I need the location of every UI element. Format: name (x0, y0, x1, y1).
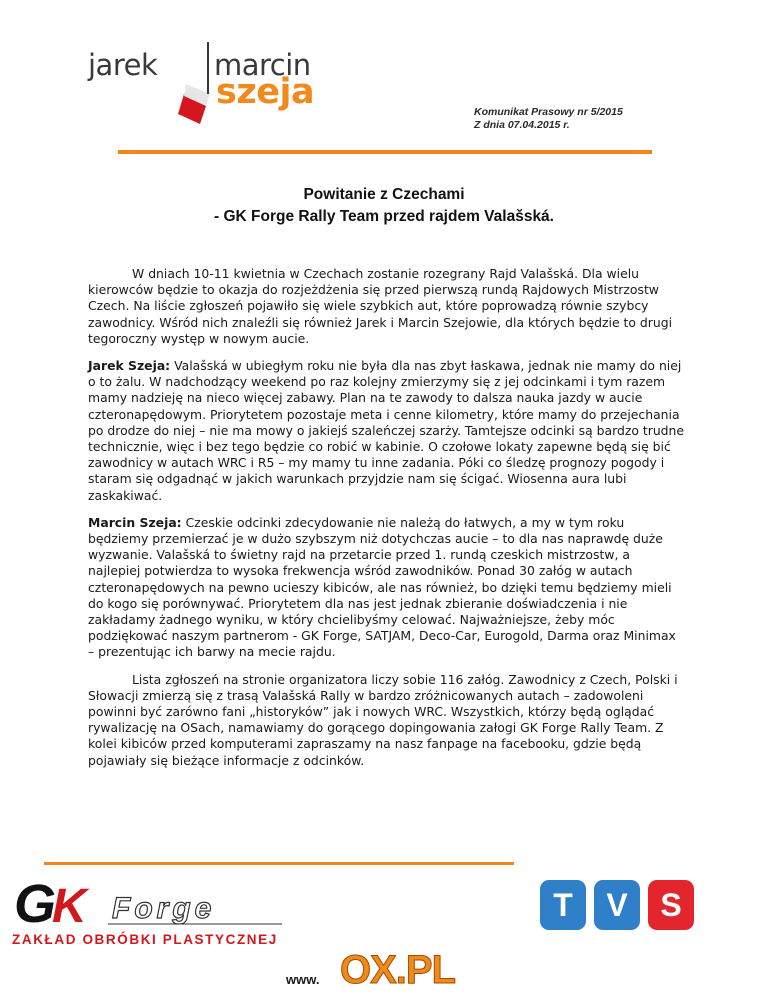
tvs-logo (540, 880, 696, 932)
title-line-1: Powitanie z Czechami (303, 186, 465, 203)
closing-paragraph: Lista zgłoszeń na stronie organizatora liczy sobie 116 załóg. Zawodnicy z Czech, Polski i Słowacji zmierzą się z trasą Valašská Rally w bardzo zróżnicowanych autach – zadowoleni powinni być zarówno fani „historyków” jak i nowych WRC. Wszystkich, którzy będą oglądać rywalizację na OSach, namawiamy do gorącego dopingowania załogi GK Forge Rally Team. Z kolei kibiców przed komputerami zapraszamy na nasz fanpage na facebooku, gdzie będą pojawiały się bieżące informacje z odcinków. (88, 671, 678, 768)
gk-k-letter: K (52, 880, 87, 932)
oxpl-name: OX.PL (340, 948, 456, 992)
logo-first-name: jarek (88, 48, 158, 82)
tvs-letter-v: V (594, 880, 640, 930)
page-title (80, 184, 688, 228)
release-date: Z dnia 07.04.2015 r. (474, 119, 570, 131)
title-line-2: - GK Forge Rally Team przed rajdem Valašská. (214, 208, 554, 225)
speaker-marcin: Marcin Szeja: (88, 514, 182, 530)
quote-jarek-text: Valašská w ubiegłym roku nie była dla nas zbyt łaskawa, jednak nie mamy do niej o to żalu. W nadchodzący weekend po raz kolejny zmierzymy się z jej odcinkami i tym razem mamy nadzieję na nieco więcej zabawy. Plan na te zawody to dalsza nauka jazdy w aucie czteronapędowym. Priorytetem pozostaje meta i cenne kilometry, które mamy do przejechania po drodze do niej – nie ma mowy o jakiejś szaleńczej szarży. Tamtejsze odcinki są bardzo trudne technicznie, więc i bez tego będzie co robić w kabinie. O czołowe lokaty zapewne będą się bić zawodnicy w autach WRC i R5 – my mamy tu inne zadania. Póki co śledzę prognozy pogody i staram się odgadnąć w jakich warunkach przyjdzie nam się ścigać. Wiosenna aura lubi zaskakiwać. (88, 358, 685, 503)
article-body (88, 266, 686, 780)
gk-tagline: ZAKŁAD OBRÓBKI PLASTYCZNEJ (12, 932, 278, 947)
logo-surname: szeja (216, 72, 315, 112)
intro-paragraph: W dniach 10-11 kwietnia w Czechach zostanie rozegrany Rajd Valašská. Dla wielu kierowców będzie to okazja do rozjeżdżenia się przed pierwszą rundą Rajdowych Mistrzostw Czech. Na liście zgłoszeń pojawiło się wiele szybkich aut, które poprowadzą równie szybcy zawodnicy. Wśród nich znaleźli się również Jarek i Marcin Szejowie, dla których będzie to drugi tegoroczny występ w nowym aucie. (88, 266, 673, 346)
gk-letters: G (14, 874, 57, 932)
footer-divider (44, 862, 514, 865)
header-divider (118, 150, 652, 154)
oxpl-logo (340, 948, 455, 992)
quote-marcin-text: Czeskie odcinki zdecydowanie nie należą do łatwych, a my w tym roku będziemy przemierzać je w dużo szybszym niż dotychczas aucie – to dla nas naprawdę duże wyzwanie. Valašská to świetny rajd na przetarcie przed 1. rundą czeskich mistrzostw, a najlepiej potwierdza to wysoka frekwencja wśród zawodników. Ponad 30 załóg w autach czteronapędowych na pewno ucieszy kibiców, ale nas również, bo dzięki temu będziemy mieli do kogo się porównywać. Priorytetem dla nas jest jednak zbieranie doświadczenia i nie zakładamy żadnego wyniku, w który chcielibyśmy celować. Najważniejsze, żeby móc podziękować naszym partnerom - GK Forge, SATJAM, Deco-Car, Eurogold, Darma oraz Minimax – prezentując ich barwy na mecie rajdu. (88, 514, 676, 660)
gk-forge-graphic (12, 872, 312, 932)
tvs-letter-t: T (540, 880, 586, 930)
release-number: Komunikat Prasowy nr 5/2015 (474, 106, 623, 118)
quote-marcin (88, 515, 686, 661)
release-info (474, 106, 623, 132)
logo-second-name: marcin (214, 48, 311, 82)
speaker-jarek: Jarek Szeja: (88, 358, 171, 374)
quote-jarek (88, 358, 686, 504)
tvs-letter-s: S (648, 880, 694, 930)
forge-word: Forge (112, 892, 216, 925)
oxpl-prefix: www. (286, 972, 320, 987)
jarek-marcin-szeja-logo (88, 36, 388, 126)
